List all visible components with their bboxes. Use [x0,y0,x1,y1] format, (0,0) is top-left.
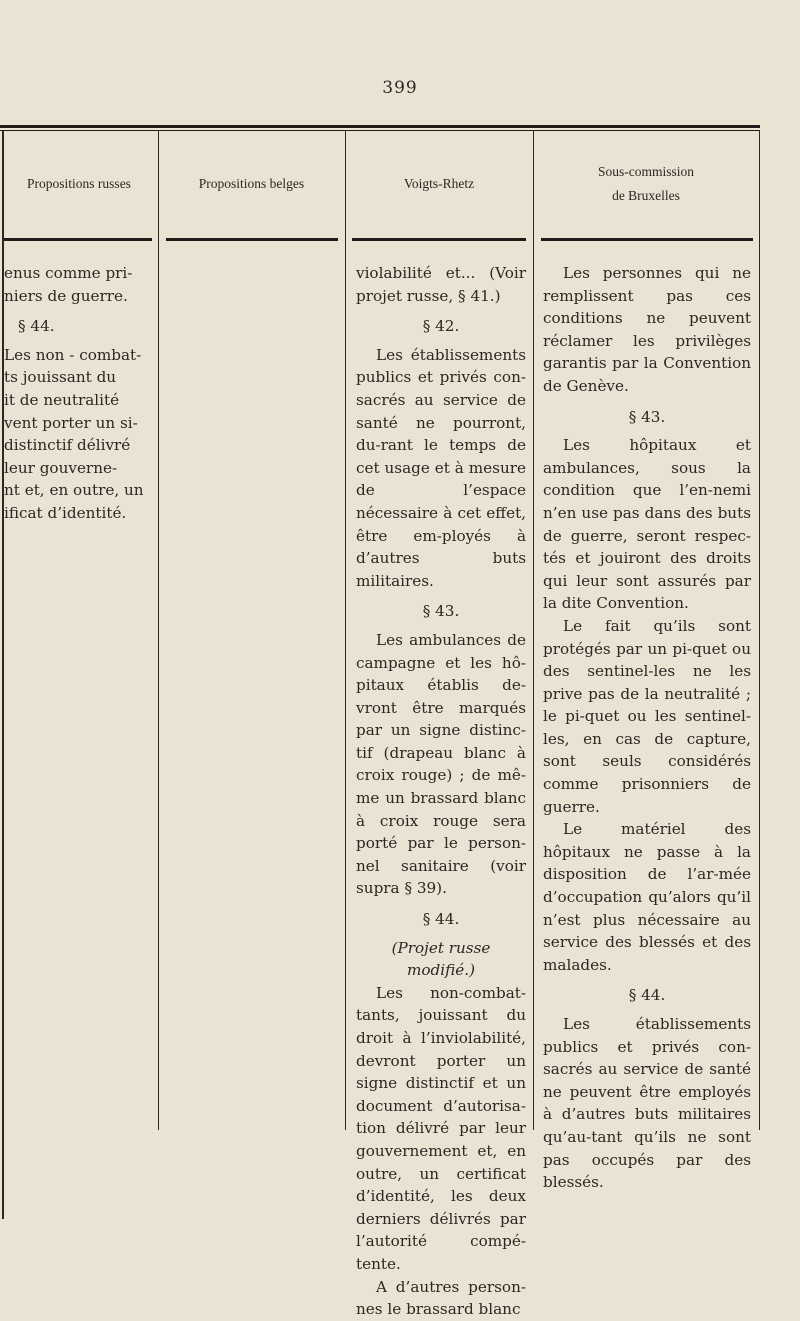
russes-line: it de neutralité [4,390,120,409]
column-divider-4 [759,130,760,1130]
russes-line: enus comme pri- [4,264,133,282]
column-propositions-russes [4,262,154,525]
sous-paragraph: Les hôpitaux et ambulances, sous la condition que l’en-nemi n’en use pas dans des buts de guerre, seront respec-tés et jouiront des droits qui leur sont assurés par la dite Convention. [543,436,751,613]
column-voigts-rhetz [356,262,526,1321]
russes-line: Les non - combat- [4,345,142,364]
header-sous-commission [533,160,759,208]
column-divider-1 [158,130,159,1130]
header-rule-belges [166,238,338,241]
voigts-paragraph: violabilité et... (Voir projet russe, § 41.) [356,264,526,305]
sous-paragraph: Les établissements publics et privés con-sacrés au service de santé ne peuvent être employés à d’autres buts militaires qu’au-tant qu’ils ne sont pas occupés par des blessés. [543,1015,751,1192]
section-44-heading: § 44. [422,910,460,929]
section-43-heading: § 43. [422,602,460,621]
column-divider-2 [345,130,346,1130]
sous-paragraph: Les personnes qui ne remplissent pas ces conditions ne peuvent réclamer les privilèges garantis par la Convention de Genève. [543,264,751,395]
voigts-paragraph: A d’autres person-nes le brassard blanc [356,1277,526,1319]
header-propositions-russes: Propositions russes [27,176,131,191]
top-rule [0,125,760,128]
section-42-heading: § 42. [422,317,460,336]
russes-line: leur gouverne- [4,458,118,477]
section-44-heading: § 44. [628,986,666,1005]
top-rule-thin [0,130,760,131]
russes-line: vent porter un si- [4,413,138,432]
header-rule-sous [541,238,753,241]
russes-line: niers de guerre. [4,286,128,305]
voigts-paragraph: Les établissements publics et privés con-sacrés au service de santé ne pourront, du-rant le temps de cet usage et à mesure de l’espace nécessaire à cet effet, être em-ployés à d’autres buts militaires. [356,345,526,590]
header-rule-russes [4,238,152,241]
header-propositions-belges: Propositions belges [198,176,305,191]
page-number: 399 [382,78,418,98]
russes-line: ts jouissant du [4,368,117,387]
voigts-paragraph: Les non-combat-tants, jouissant du droit à l’inviolabilité, devront porter un signe distinctif et un document d’autorisa-tion délivré par leur gouvernement et, en outre, un certificat d’identité, les deux derniers délivrés par l’autorité compé-tente. [356,983,526,1273]
russes-line: distinctif délivré [4,436,131,455]
sous-paragraph: Le fait qu’ils sont protégés par un pi-quet ou des sentinel-les ne les prive pas de la neutralité ; le pi-quet ou les sentinel-les, en cas de capture, sont seuls considérés comme prisonniers de guerre. [543,616,751,816]
header-sous-commission-line1: Sous-commission [597,164,694,179]
sous-paragraph: Le matériel des hôpitaux ne passe à la disposition de l’ar-mée d’occupation qu’alors qu’il n’est plus nécessaire au service des blessés et des malades. [543,820,751,974]
voigts-note: (Projet russe modifié.) [391,938,491,980]
header-rule-voigts [352,238,526,241]
header-sous-commission-line2: de Bruxelles [612,188,680,203]
header-voigts-rhetz: Voigts-Rhetz [403,176,475,191]
voigts-paragraph: Les ambulances de campagne et les hô-pitaux établis de-vront être marqués par un signe distinc-tif (drapeau blanc à croix rouge) ; de mê-me un brassard blanc à croix rouge sera porté par le person-nel sanitaire (voir supra § 39). [356,630,526,898]
russes-line: nt et, en outre, un [4,481,144,500]
russes-line: ificat d’identité. [4,503,127,522]
section-43-heading: § 43. [628,407,666,426]
column-divider-3 [533,130,534,1130]
column-sous-commission [543,262,751,1194]
russes-section-heading: § 44. [18,317,55,336]
